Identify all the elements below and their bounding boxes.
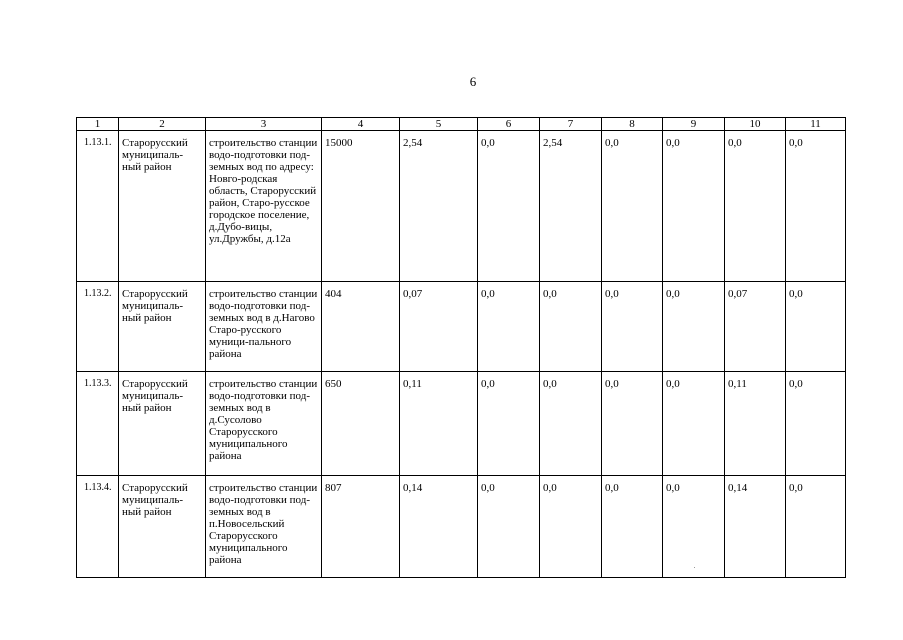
data-table	[76, 117, 846, 578]
description-cell: строительство станции водо-подготовки под-земных вод в п.Новосельский Старорусского муниципального района	[206, 476, 322, 578]
value-cell: 0,0	[478, 372, 540, 476]
value-cell: 0,0	[663, 372, 725, 476]
value-cell: 0,0	[786, 131, 846, 282]
description-cell: строительство станции водо-подготовки под-земных вод в д.Нагово Старо-русского муници-пального района	[206, 282, 322, 372]
value-cell: 0,11	[725, 372, 786, 476]
value-cell: 0,0	[786, 282, 846, 372]
value-cell: 2,54	[400, 131, 478, 282]
value-cell: 0,0	[663, 476, 725, 578]
value-cell: 0,14	[725, 476, 786, 578]
value-cell: 404	[322, 282, 400, 372]
value-cell: 0,07	[725, 282, 786, 372]
value-cell: 807	[322, 476, 400, 578]
value-cell: 0,0	[540, 372, 602, 476]
value-cell: 0,0	[602, 282, 663, 372]
row-number: 1.13.4.	[77, 476, 119, 578]
row-number: 1.13.2.	[77, 282, 119, 372]
value-cell: 0,0	[602, 372, 663, 476]
column-header: 11	[786, 118, 846, 131]
scan-speck	[694, 567, 695, 568]
column-header: 3	[206, 118, 322, 131]
value-cell: 0,11	[400, 372, 478, 476]
value-cell: 0,0	[663, 131, 725, 282]
value-cell: 0,07	[400, 282, 478, 372]
value-cell: 0,0	[478, 476, 540, 578]
column-header: 8	[602, 118, 663, 131]
district-cell: Старорусский муниципаль-ный район	[119, 282, 206, 372]
value-cell: 0,0	[478, 282, 540, 372]
value-cell: 2,54	[540, 131, 602, 282]
column-header: 9	[663, 118, 725, 131]
table-row	[77, 282, 846, 372]
value-cell: 0,0	[725, 131, 786, 282]
table-row	[77, 131, 846, 282]
column-header: 7	[540, 118, 602, 131]
value-cell: 0,0	[478, 131, 540, 282]
column-header: 10	[725, 118, 786, 131]
value-cell: 0,0	[540, 476, 602, 578]
table-row	[77, 476, 846, 578]
value-cell: 0,14	[400, 476, 478, 578]
description-cell: строительство станции водо-подготовки под-земных вод в д.Сусолово Старорусского муниципального района	[206, 372, 322, 476]
column-header: 5	[400, 118, 478, 131]
value-cell: 0,0	[663, 282, 725, 372]
row-number: 1.13.3.	[77, 372, 119, 476]
value-cell: 0,0	[602, 131, 663, 282]
value-cell: 15000	[322, 131, 400, 282]
column-header: 1	[77, 118, 119, 131]
district-cell: Старорусский муниципаль-ный район	[119, 476, 206, 578]
value-cell: 0,0	[602, 476, 663, 578]
page-number: 6	[469, 74, 477, 89]
column-header: 4	[322, 118, 400, 131]
column-header: 2	[119, 118, 206, 131]
district-cell: Старорусский муниципаль-ный район	[119, 372, 206, 476]
header-row	[77, 118, 846, 131]
value-cell: 650	[322, 372, 400, 476]
description-cell: строительство станции водо-подготовки под-земных вод по адресу: Новго-родская область, Старорусский район, Старо-русское городское поселение, д.Дубо-вицы, ул.Дружбы, д.12а	[206, 131, 322, 282]
column-header: 6	[478, 118, 540, 131]
district-cell: Старорусский муниципаль-ный район	[119, 131, 206, 282]
table-row	[77, 372, 846, 476]
value-cell: 0,0	[786, 372, 846, 476]
value-cell: 0,0	[786, 476, 846, 578]
value-cell: 0,0	[540, 282, 602, 372]
row-number: 1.13.1.	[77, 131, 119, 282]
